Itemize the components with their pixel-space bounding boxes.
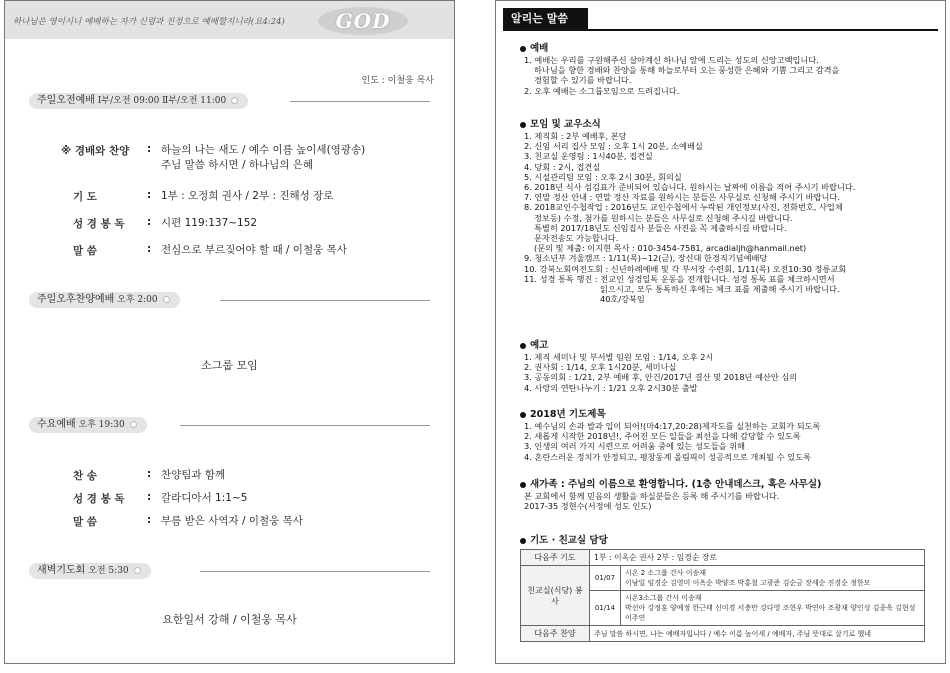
worship-section: 예배 1. 예배는 우리를 구원해주신 살아계신 하나님 앞에 드리는 성도의 신앙고백입니다. 하나님을 향한 경배와 찬양을 통해 하늘로부터 오는 풍성한 은혜와 기쁨 그리고 감격을 경험할 수 있기를 바랍니다. 2. 오후 예배는 소그룹모임으로 드려집니다. [520, 43, 937, 96]
bullet-icon [520, 46, 526, 52]
meetings-section: 모임 및 교우소식 1. 제직회 : 2부 예배후, 본당 2. 신임 서리 집사 모임 : 오후 1시 20분, 소예배실 3. 친교실 운영팀 : 1시40분, 접견실 4. 당회 : 2시, 접견실 5. 시설관리팀 모임 : 오후 2시 30분, 회의실 6. 2018년 식사 섬김표가 준비되어 있습니다. 원하시는 날짜에 이름을 적어 주시기 바랍니다. 7. 연말 정산 안내 : 연말 정산 자료를 원하시는 분들은 사무실로 신청해 주시기 바랍니다. 8. 2018교인수첩작업 : 2016년도 교인수첩에서 누락된 개인정보(사진, 전화번호, 사업체 정보등) 수정, 첨가를 원하시는 분들은 사무실로 신청해 주시길 바랍니다. 특별히 2017/18년도 신임집사 분들은 사진을 꼭 제출하시길 바랍니다. 문자전송도 가능합니다. (문의 및 제출: 이지현 목사 : 010-3454-7581, arcadialjh@hanmail.net) 9. 청소년부 겨울캠프 : 1/11(목)~12(금), 장신대 한경직기념예배당 10. 강북노회여전도회 : 신년하례예배 및 각 부서장 수련회, 1/11(목) 오전10:30 정릉교회 11. 성경 통독 행진 : 전교인 성경일독 운동을 전개합니다. 성경 통독 표를 체크하시면서 읽으시고, 모두 통독하신 후에는 체크 표를 제출해 주시기 바랍니다. 40호/강북임 [520, 119, 937, 304]
newcomer-section: 새가족 : 주님의 이름으로 환영합니다. (1층 안내데스크, 혹은 사무실) 본 교회에서 함께 믿음의 생활을 하실분들은 등록 해 주시기를 바랍니다. 2017-35 정현수(서정애 성도 인도) [520, 479, 937, 511]
divider [290, 101, 430, 102]
bullet-icon [520, 538, 526, 544]
table-row: 다음주 기도 1부 : 이옥순 권사 2부 : 임경순 장로 [521, 550, 925, 566]
bullet-icon [520, 122, 526, 128]
afternoon-service-times: 오후 2:00 [117, 295, 158, 305]
divider [180, 425, 430, 426]
duty-table [520, 549, 925, 642]
table-row: 01/14 시온3소그룹 간사 이송재 박선아 강정훈 양예정 한근태 신미경 서충만 강다영 조현우 박연아 조광재 양인성 김종욱 김현성 이주연 [521, 591, 925, 626]
worship-leader: 인도 : 이철웅 목사 [361, 76, 434, 86]
wednesday-service-header [29, 417, 430, 433]
verse-banner [5, 1, 454, 39]
morning-service-title: 주일오전예배 [37, 95, 95, 106]
title-rule [503, 29, 938, 31]
dawn-prayer-body: 요한일서 강해 / 이철웅 목사 [162, 613, 297, 626]
verse-text: 하나님은 영이시니 예배하는 자가 신령과 진정으로 예배할지니라(요4:24) [13, 17, 285, 27]
god-logo: GOD [318, 7, 408, 35]
dot-icon [134, 567, 141, 574]
dot-icon [163, 296, 170, 303]
wednesday-service-times: 오후 19:30 [78, 420, 125, 430]
prayer-topics-section: 2018년 기도제목 1. 예수님의 손과 발과 입이 되어!(마4:17,20:28)제자도를 실천하는 교회가 되도록 2. 새롭게 시작한 2018년!, 주어진 모든 일들을 최선을 다해 감당할 수 있도록 3. 인생의 여러 가지 시련으로 어려움 중에 있는 성도들을 위해 4. 혼란스러운 정치가 안정되고, 평창동계 올림픽이 성공적으로 개최될 수 있도록 [520, 409, 937, 462]
dot-icon [130, 421, 137, 428]
table-row: 다음주 찬양 주님 말씀 하시면, 나는 예배자입니다 / 예수 이름 높이세 / 예배자, 주님 뜻대로 살기로 했네 [521, 626, 925, 642]
table-row: 친교실(식당) 봉사 01/07 시온 2 소그룹 간사 이송재 이남일 임경순 김영미 이옥순 박양조 박홍철 고광준 김순금 장세순 진경순 정한모 [521, 566, 925, 591]
dawn-prayer-times: 오전 5:30 [88, 566, 129, 576]
bulletin-left-page: 하나님은 영이시니 예배하는 자가 신령과 진정으로 예배할지니라(요4:24) GOD 인도 : 이철웅 목사 주일오전예배 Ⅰ부/오전 09:00 Ⅱ부/오전 11:00 ※ 경배와 찬양 : 하늘의 나는 새도 / 예수 이름 높이세(영광송) 주님 말씀 하시면 / 하나님의 은혜 기 도 : 1부 : 오정희 권사 / 2부 : 진해성 장로 성 경 봉 독 : 시편 119:137~152 말 씀 : 전심으로 부르짖어야 할 때 / 이철웅 목사 주일오후찬양예배 오후 2:00 소그룹 모임 수요예배 오후 19:30 찬 송 : 찬양팀과 함께 성 경 봉 독 : 갈라디아서 1:1~5 말 씀 : 부름 받은 사역자 / 이철웅 목사 새벽기도회 오전 5:30 요한일서 강해 / 이철웅 목사 [4, 0, 455, 664]
morning-service-header [29, 93, 430, 109]
dawn-prayer-title: 새벽기도회 [37, 565, 86, 576]
wednesday-service-title: 수요예배 [37, 419, 76, 430]
morning-service-times: Ⅰ부/오전 09:00 Ⅱ부/오전 11:00 [97, 96, 227, 106]
divider [200, 571, 430, 572]
bullet-icon [520, 482, 526, 488]
afternoon-service-title: 주일오후찬양예배 [37, 294, 115, 305]
dot-icon [231, 97, 238, 104]
bullet-icon [520, 412, 526, 418]
duty-section-title: 기도 · 친교실 담당 [520, 532, 608, 546]
announcements-title: 알리는 말씀 [503, 8, 588, 30]
afternoon-service-body: 소그룹 모임 [201, 359, 258, 372]
afternoon-service-header [29, 292, 430, 308]
upcoming-section: 예고 1. 제직 세미나 및 부서별 임원 모임 : 1/14, 오후 2시 2. 권사회 : 1/14, 오후 1시20분, 세미나실 3. 공동의회 : 1/21, 2부 예배 후, 안건/2017년 결산 및 2018년 예산안 심의 4. 사랑의 연탄나누기 : 1/21 오후 2시30분 출발 [520, 340, 937, 393]
divider [220, 300, 430, 301]
dawn-prayer-header [29, 563, 430, 579]
bullet-icon [520, 343, 526, 349]
bulletin-right-page [495, 0, 946, 664]
